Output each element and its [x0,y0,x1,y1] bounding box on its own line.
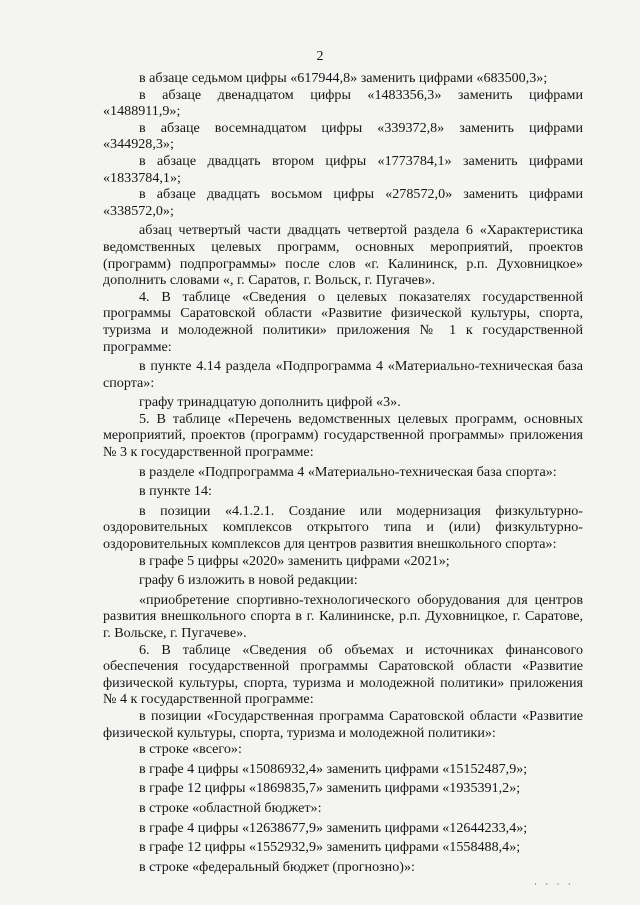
paragraph: в абзаце двадцать втором цифры «1773784,1» заменить цифрами «1833784,1»; [103,152,583,186]
paragraph: в строке «областной бюджет»: [139,799,322,816]
paragraph: в строке «всего»: [139,741,242,758]
paragraph: в пункте 14: [139,483,212,500]
paragraph: графу 6 изложить в новой редакции: [139,572,358,589]
paragraph: в позиции «Государственная программа Саратовской области «Развитие физической культуры, спорта, туризма и молодежной политики»: [103,707,583,741]
paragraph: в абзаце двенадцатом цифры «1483356,3» заменить цифрами «1488911,9»; [103,86,583,120]
scan-artifact: · · · · [534,879,574,889]
paragraph: в абзаце двадцать восьмом цифры «278572,0» заменить цифрами «338572,0»; [103,186,583,219]
paragraph: 5. В таблице «Перечень ведомственных целевых программ, основных мероприятий, проектов (программ) государственной программы» приложения № 3 к государственной программе: [103,410,583,461]
paragraph: «приобретение спортивно-технологического оборудования для центров развития внешкольного спорта в г. Калининске, р.п. Духовницкое, г. Саратове, г. Вольске, г. Пугачеве». [103,591,583,641]
paragraph: в абзаце седьмом цифры «617944,8» заменить цифрами «683500,3»; [139,70,548,86]
page-number: 2 [316,49,324,64]
paragraph: в позиции «4.1.2.1. Создание или модернизация физкультурно-оздоровительных комплексов открытого типа и (или) физкультурно-оздоровительных комплексов для центров развития внешкольного спорта»: [103,502,583,553]
paragraph: в строке «федеральный бюджет (прогнозно)»: [139,858,415,875]
paragraph: 4. В таблице «Сведения о целевых показателях государственной программы Саратовской области «Развитие физической культуры, спорта, туризма и молодежной политики» приложения № 1 к государственной программе: [103,288,583,355]
paragraph: в графе 12 цифры «1552932,9» заменить цифрами «1558488,4»; [139,839,521,856]
paragraph: графу тринадцатую дополнить цифрой «3». [139,394,401,411]
paragraph: в абзаце восемнадцатом цифры «339372,8» заменить цифрами «344928,3»; [103,119,583,153]
paragraph: абзац четвертый части двадцать четвертой раздела 6 «Характеристика ведомственных целевых программ, основных мероприятий, проектов (программ) подпрограммы» после слов «г. Калининск, р.п. Духовницкое» дополнить словами «, г. Саратов, г. Вольск, г. Пугачев». [103,222,583,289]
document-body [103,70,583,875]
paragraph: в пункте 4.14 раздела «Подпрограмма 4 «Материально-техническая база спорта»: [103,358,583,391]
paragraph: в графе 4 цифры «15086932,4» заменить цифрами «15152487,9»; [139,760,528,777]
paragraph: в графе 5 цифры «2020» заменить цифрами «2021»; [139,552,450,569]
paragraph: в графе 12 цифры «1869835,7» заменить цифрами «1935391,2»; [139,780,521,797]
paragraph: 6. В таблице «Сведения об объемах и источниках финансового обеспечения государственной программы Саратовской области «Развитие физической культуры, спорта, туризма и молодежной политики» приложения № 4 к государственной программе: [103,641,583,708]
paragraph: в разделе «Подпрограмма 4 «Материально-техническая база спорта»: [139,463,557,480]
paragraph: в графе 4 цифры «12638677,9» заменить цифрами «12644233,4»; [139,819,528,836]
